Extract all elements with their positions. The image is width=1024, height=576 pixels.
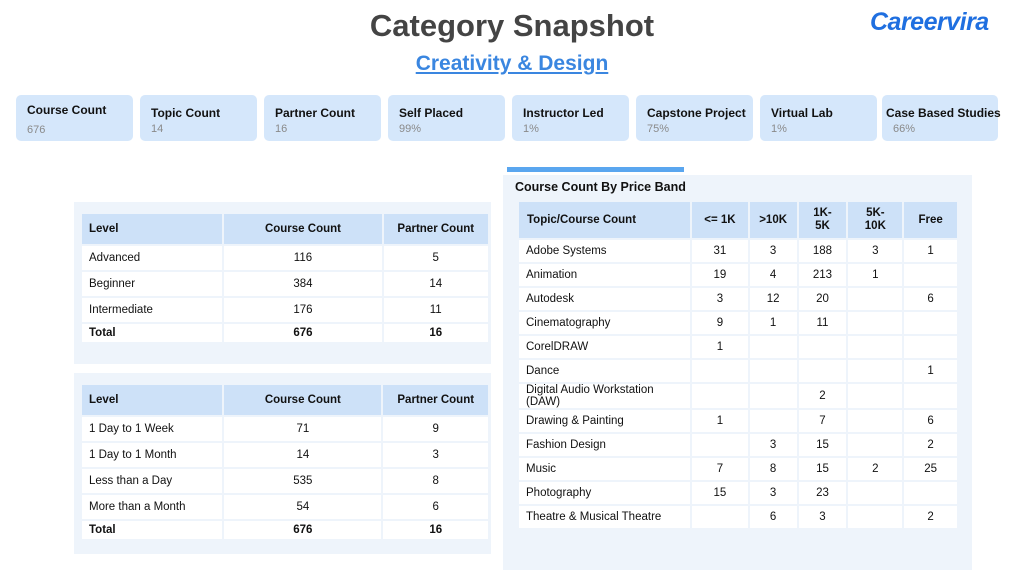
price-cell: 15 — [799, 458, 847, 480]
price-cell: 8 — [750, 458, 797, 480]
cell-value: 14 — [384, 272, 489, 296]
price-cell — [848, 410, 902, 432]
price-cell — [692, 506, 748, 528]
price-row — [519, 384, 957, 408]
price-cell — [848, 336, 902, 358]
kpi-label: Capstone Project — [647, 106, 746, 120]
price-cell: 7 — [799, 410, 847, 432]
kpi-value: 99% — [399, 123, 422, 135]
total-row — [82, 521, 488, 539]
price-cell: 3 — [692, 288, 748, 310]
table-row — [82, 417, 488, 441]
kpi-card — [882, 95, 1001, 141]
kpi-card — [16, 95, 133, 141]
kpi-card — [264, 95, 381, 141]
price-row — [519, 506, 957, 528]
price-column-header: 1K-5K — [799, 202, 847, 238]
price-band-title: Course Count By Price Band — [515, 180, 686, 194]
price-cell: 2 — [904, 506, 957, 528]
price-row — [519, 336, 957, 358]
topic-name: Drawing & Painting — [519, 410, 690, 432]
kpi-card — [140, 95, 257, 141]
table-row — [82, 443, 488, 467]
price-cell: 3 — [848, 240, 902, 262]
price-cell — [750, 336, 797, 358]
price-cell: 25 — [904, 458, 957, 480]
price-row — [519, 482, 957, 504]
kpi-value: 14 — [151, 123, 164, 135]
kpi-value: 1% — [523, 123, 539, 135]
kpi-card — [636, 95, 753, 141]
price-cell: 4 — [750, 264, 797, 286]
price-row — [519, 434, 957, 456]
price-cell — [904, 336, 957, 358]
price-cell — [750, 360, 797, 382]
price-cell: 2 — [848, 458, 902, 480]
cell-value: 54 — [224, 495, 381, 519]
price-cell: 1 — [750, 312, 797, 334]
column-header: Level — [82, 385, 222, 415]
price-column-header: <= 1K — [692, 202, 748, 238]
kpi-label: Virtual Lab — [771, 106, 833, 120]
category-subtitle-link[interactable]: Creativity & Design — [415, 52, 609, 75]
price-cell: 9 — [692, 312, 748, 334]
price-cell — [799, 360, 847, 382]
cell-value: 176 — [224, 298, 381, 322]
price-cell — [692, 384, 748, 408]
cell-value: 8 — [383, 469, 488, 493]
kpi-value: 66% — [893, 123, 916, 135]
price-row — [519, 458, 957, 480]
kpi-card — [760, 95, 877, 141]
kpi-label: Partner Count — [275, 106, 356, 120]
row-label: Total — [82, 521, 222, 539]
price-cell: 15 — [799, 434, 847, 456]
kpi-card-row — [0, 95, 1024, 141]
topic-name: Adobe Systems — [519, 240, 690, 262]
row-label: More than a Month — [82, 495, 222, 519]
price-column-header: 5K-10K — [848, 202, 902, 238]
price-cell: 2 — [904, 434, 957, 456]
price-cell: 11 — [799, 312, 847, 334]
price-cell: 23 — [799, 482, 847, 504]
price-cell — [848, 312, 902, 334]
price-cell — [750, 384, 797, 408]
row-label: Intermediate — [82, 298, 222, 322]
price-row — [519, 264, 957, 286]
kpi-label: Instructor Led — [523, 106, 604, 120]
cell-value: 676 — [224, 521, 381, 539]
price-cell: 1 — [848, 264, 902, 286]
kpi-value: 676 — [27, 124, 46, 136]
topic-name: Dance — [519, 360, 690, 382]
topic-name: Cinematography — [519, 312, 690, 334]
kpi-label: Case Based Studies — [886, 106, 1001, 120]
table-row — [82, 298, 488, 322]
price-cell: 15 — [692, 482, 748, 504]
price-cell: 1 — [692, 410, 748, 432]
kpi-value: 1% — [771, 123, 787, 135]
level-table — [80, 212, 490, 344]
topic-name: Animation — [519, 264, 690, 286]
cell-value: 5 — [384, 246, 489, 270]
price-cell — [904, 264, 957, 286]
table-row — [82, 495, 488, 519]
price-cell: 6 — [904, 410, 957, 432]
price-band-accent-bar — [507, 167, 684, 172]
price-cell: 7 — [692, 458, 748, 480]
table-row — [82, 272, 488, 296]
price-cell: 1 — [692, 336, 748, 358]
cell-value: 676 — [224, 324, 381, 342]
careervira-logo: Careervira — [870, 8, 989, 36]
cell-value: 71 — [224, 417, 381, 441]
price-cell: 12 — [750, 288, 797, 310]
row-label: Beginner — [82, 272, 222, 296]
cell-value: 11 — [384, 298, 489, 322]
price-cell: 188 — [799, 240, 847, 262]
kpi-label: Topic Count — [151, 106, 221, 120]
price-band-table — [517, 200, 959, 530]
price-cell: 6 — [904, 288, 957, 310]
topic-name: CorelDRAW — [519, 336, 690, 358]
price-cell — [848, 434, 902, 456]
column-header: Level — [82, 214, 222, 244]
duration-table — [80, 383, 490, 541]
price-row — [519, 410, 957, 432]
price-cell: 31 — [692, 240, 748, 262]
price-cell — [904, 312, 957, 334]
price-cell: 20 — [799, 288, 847, 310]
table-row — [82, 246, 488, 270]
price-cell: 2 — [799, 384, 847, 408]
column-header: Course Count — [224, 385, 381, 415]
price-cell — [799, 336, 847, 358]
total-row — [82, 324, 488, 342]
price-column-header: >10K — [750, 202, 797, 238]
row-label: Total — [82, 324, 222, 342]
cell-value: 6 — [383, 495, 488, 519]
row-label: Less than a Day — [82, 469, 222, 493]
cell-value: 384 — [224, 272, 381, 296]
price-column-header: Topic/Course Count — [519, 202, 690, 238]
price-cell: 1 — [904, 360, 957, 382]
page-title: Category Snapshot — [369, 8, 655, 43]
cell-value: 116 — [224, 246, 381, 270]
kpi-value: 16 — [275, 123, 288, 135]
kpi-value: 75% — [647, 123, 670, 135]
price-cell — [904, 384, 957, 408]
cell-value: 535 — [224, 469, 381, 493]
topic-name: Digital Audio Workstation (DAW) — [519, 384, 690, 408]
kpi-label: Self Placed — [399, 106, 464, 120]
price-cell: 3 — [750, 434, 797, 456]
column-header: Course Count — [224, 214, 381, 244]
kpi-card — [512, 95, 629, 141]
price-cell — [848, 360, 902, 382]
topic-name: Fashion Design — [519, 434, 690, 456]
price-cell — [848, 506, 902, 528]
price-cell: 213 — [799, 264, 847, 286]
topic-name: Photography — [519, 482, 690, 504]
topic-name: Theatre & Musical Theatre — [519, 506, 690, 528]
table-row — [82, 469, 488, 493]
topic-name: Music — [519, 458, 690, 480]
row-label: 1 Day to 1 Week — [82, 417, 222, 441]
cell-value: 16 — [384, 324, 489, 342]
row-label: 1 Day to 1 Month — [82, 443, 222, 467]
price-cell — [750, 410, 797, 432]
price-column-header: Free — [904, 202, 957, 238]
price-row — [519, 288, 957, 310]
price-cell — [692, 434, 748, 456]
price-row — [519, 240, 957, 262]
cell-value: 16 — [383, 521, 488, 539]
row-label: Advanced — [82, 246, 222, 270]
kpi-card — [388, 95, 505, 141]
cell-value: 14 — [224, 443, 381, 467]
price-cell — [904, 482, 957, 504]
cell-value: 9 — [383, 417, 488, 441]
price-cell: 1 — [904, 240, 957, 262]
price-cell — [848, 482, 902, 504]
price-cell — [848, 288, 902, 310]
price-row — [519, 360, 957, 382]
price-row — [519, 312, 957, 334]
price-cell: 3 — [750, 240, 797, 262]
cell-value: 3 — [383, 443, 488, 467]
price-cell — [848, 384, 902, 408]
price-cell: 19 — [692, 264, 748, 286]
kpi-label: Course Count — [27, 103, 107, 117]
price-cell: 3 — [799, 506, 847, 528]
column-header: Partner Count — [384, 214, 489, 244]
price-cell: 6 — [750, 506, 797, 528]
price-cell: 3 — [750, 482, 797, 504]
price-cell — [692, 360, 748, 382]
column-header: Partner Count — [383, 385, 488, 415]
topic-name: Autodesk — [519, 288, 690, 310]
